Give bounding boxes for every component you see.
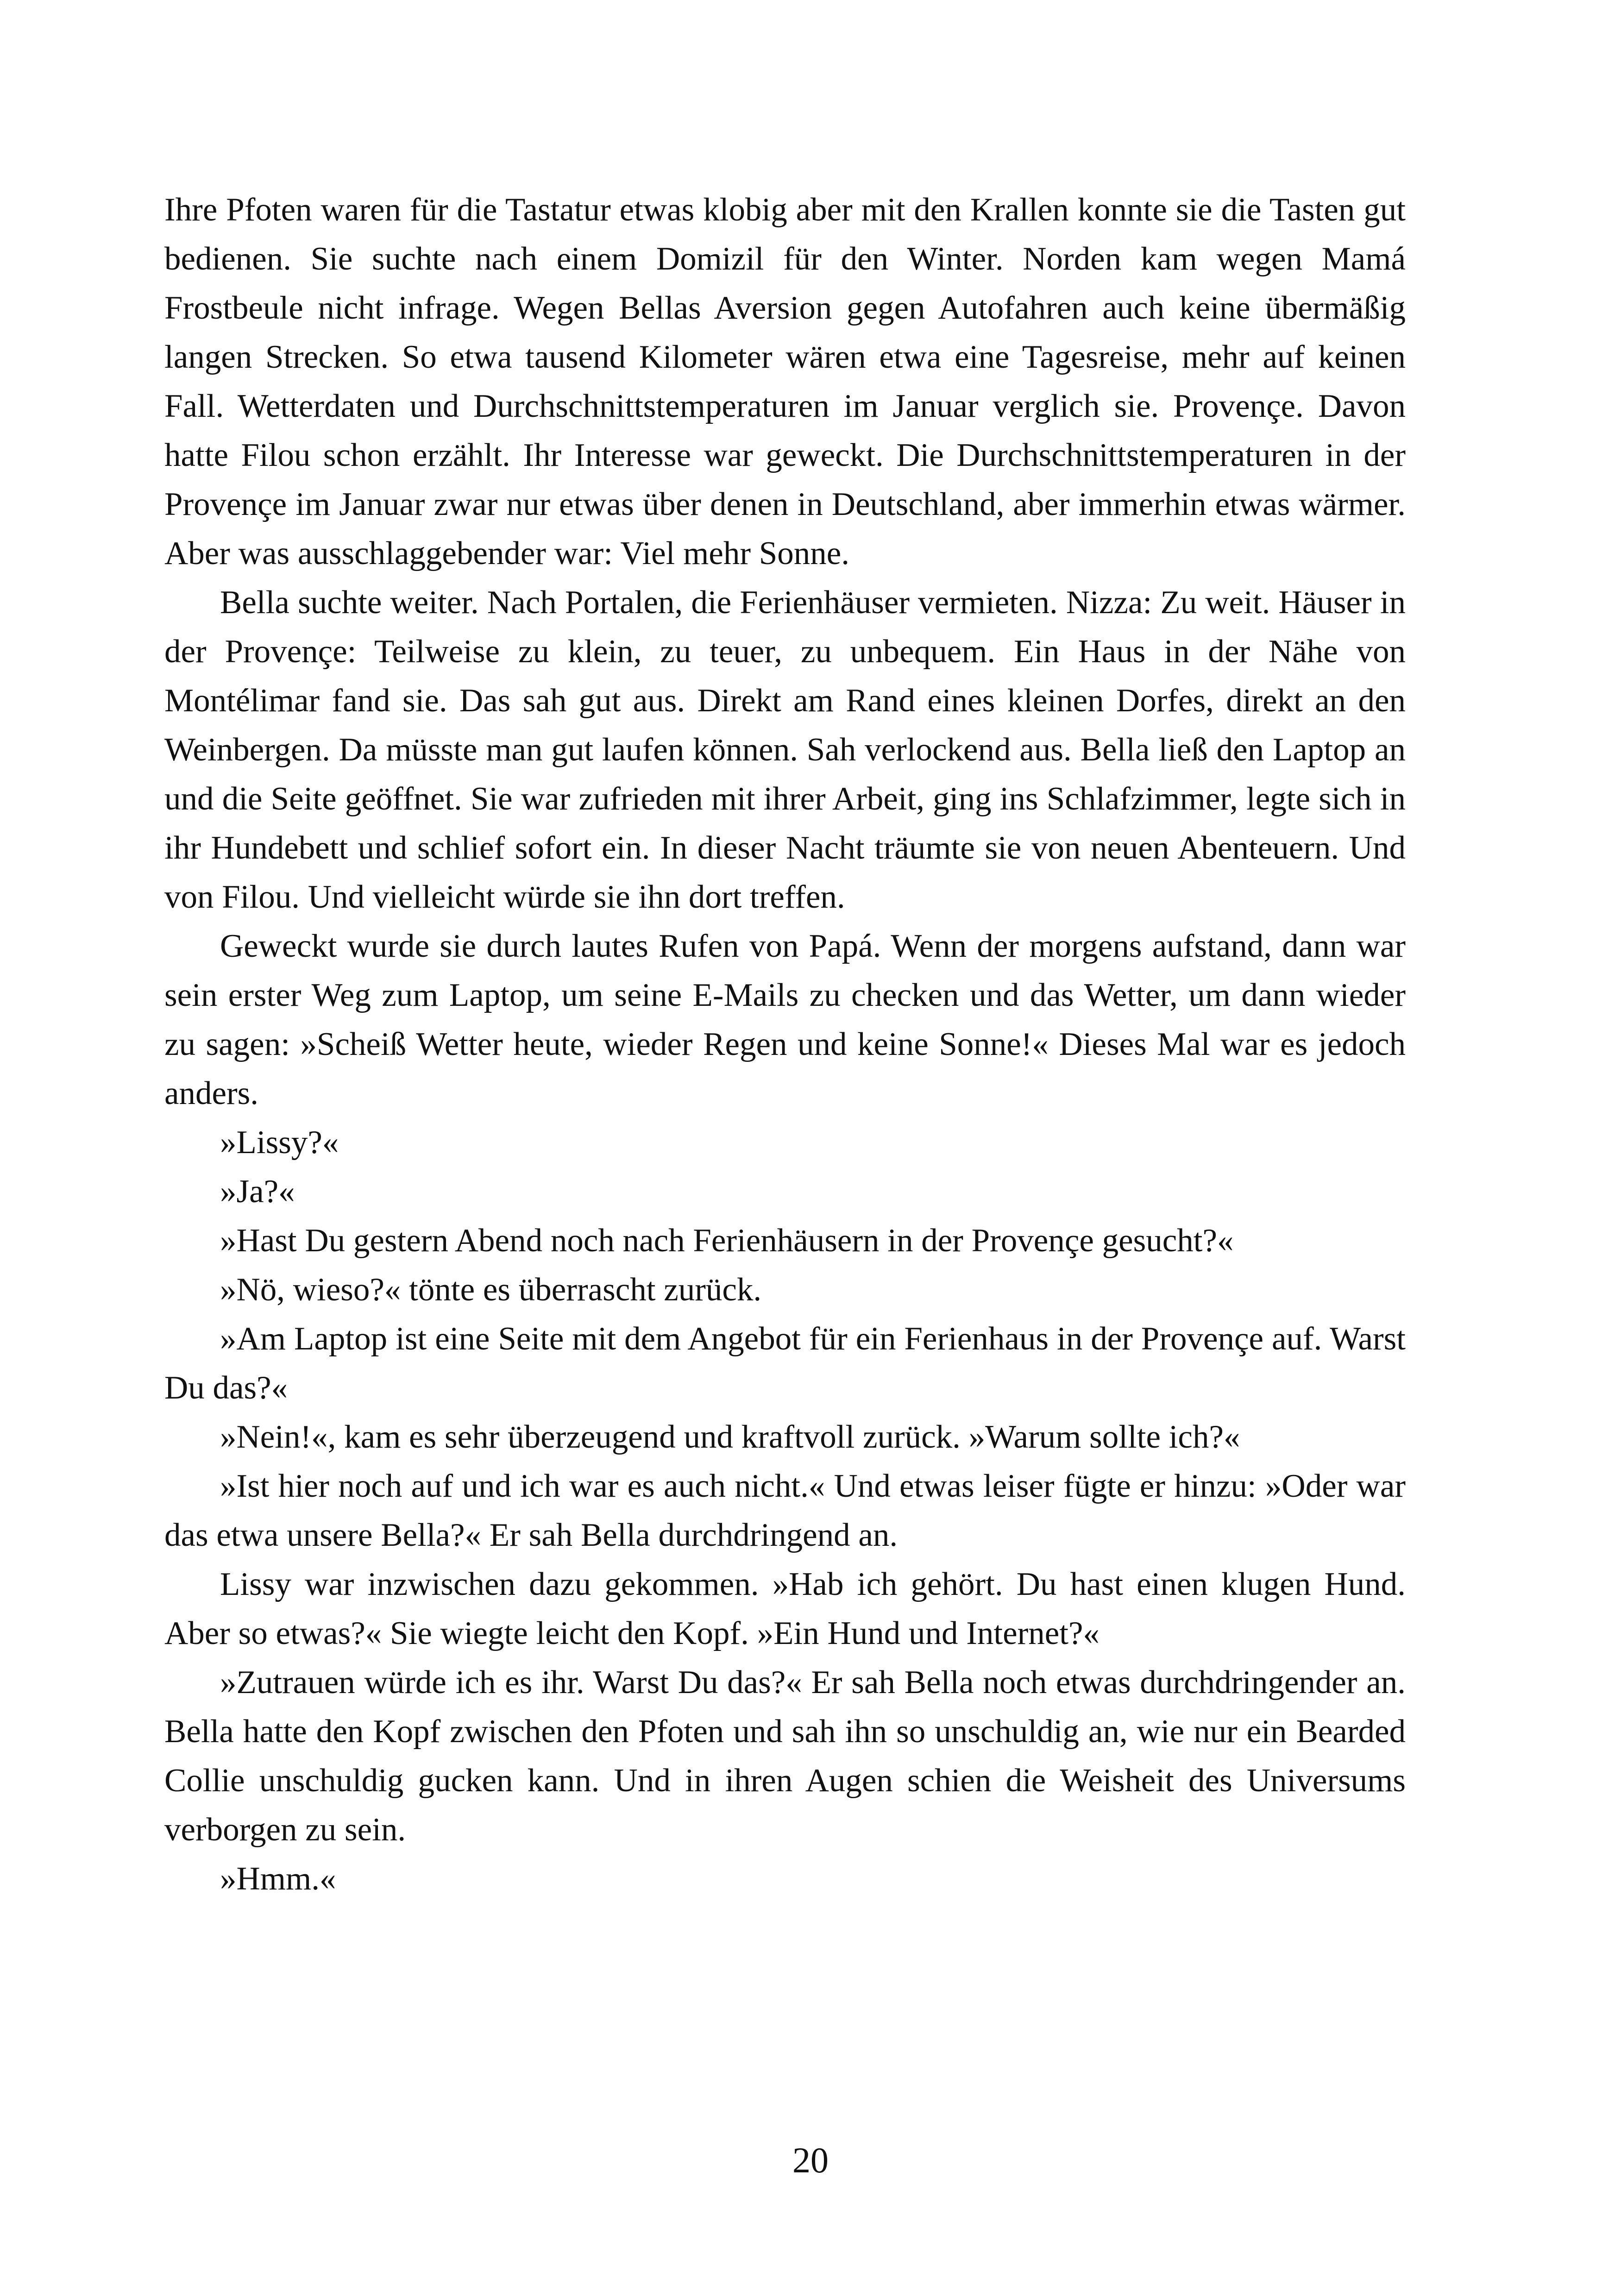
dialogue-line: »Ist hier noch auf und ich war es auch nicht.« Und etwas leiser fügte er hinzu: »Oder war das etwa unsere Bella?« Er sah Bella durchdringend an. — [164, 1468, 1406, 1553]
dialogue-line: »Nein!«, kam es sehr überzeugend und kraftvoll zurück. »Warum sollte ich?« — [220, 1419, 1240, 1455]
dialogue-line: »Hast Du gestern Abend noch nach Ferienhäusern in der Provençe gesucht?« — [220, 1223, 1234, 1259]
paragraph: Ihre Pfoten waren für die Tastatur etwas klobig aber mit den Krallen konnte sie die Tasten gut bedienen. Sie suchte nach einem Domizil für den Winter. Norden kam wegen Mamá Frostbeule nicht infrage. Wegen Bellas Aversion gegen Autofahren auch keine übermäßig langen Strecken. So etwa tausend Kilometer wären etwa eine Tagesreise, mehr auf keinen Fall. Wetterdaten und Durchschnittstemperaturen im Januar verglich sie. Provençe. Davon hatte Filou schon erzählt. Ihr Interesse war geweckt. Die Durchschnittstemperaturen in der Provençe im Januar zwar nur etwas über denen in Deutschland, aber immerhin etwas wärmer. Aber was ausschlaggebender war: Viel mehr Sonne. — [164, 192, 1406, 571]
paragraph: »Zutrauen würde ich es ihr. Warst Du das?« Er sah Bella noch etwas durchdringender an. Bella hatte den Kopf zwischen den Pfoten und sah ihn so unschuldig an, wie nur ein Bearded Collie unschuldig gucken kann. Und in ihren Augen schien die Weisheit des Universums verborgen zu sein. — [164, 1664, 1406, 1848]
paragraph: Geweckt wurde sie durch lautes Rufen von Papá. Wenn der morgens aufstand, dann war sein erster Weg zum Laptop, um seine E-Mails zu checken und das Wetter, um dann wieder zu sagen: »Scheiß Wetter heute, wieder Regen und keine Sonne!« Dieses Mal war es jedoch anders. — [164, 928, 1406, 1111]
page-body — [164, 185, 1406, 1903]
dialogue-line: »Ja?« — [220, 1173, 295, 1210]
dialogue-line: »Nö, wieso?« tönte es überrascht zurück. — [220, 1272, 762, 1308]
paragraph: Lissy war inzwischen dazu gekommen. »Hab ich gehört. Du hast einen klugen Hund. Aber so etwas?« Sie wiegte leicht den Kopf. »Ein Hund und Internet?« — [164, 1566, 1406, 1651]
dialogue-line: »Hmm.« — [220, 1861, 336, 1897]
page-number: 20 — [792, 2140, 829, 2180]
dialogue-line: »Am Laptop ist eine Seite mit dem Angebot für ein Ferienhaus in der Provençe auf. Warst Du das?« — [164, 1321, 1406, 1406]
dialogue-line: »Lissy?« — [220, 1124, 339, 1161]
paragraph: Bella suchte weiter. Nach Portalen, die Ferienhäuser vermieten. Nizza: Zu weit. Häuser in der Provençe: Teilweise zu klein, zu teuer, zu unbequem. Ein Haus in der Nähe von Montélimar fand sie. Das sah gut aus. Direkt am Rand eines kleinen Dorfes, direkt an den Weinbergen. Da müsste man gut laufen können. Sah verlockend aus. Bella ließ den Laptop an und die Seite geöffnet. Sie war zufrieden mit ihrer Arbeit, ging ins Schlafzimmer, legte sich in ihr Hundebett und schlief sofort ein. In dieser Nacht träumte sie von neuen Abenteuern. Und von Filou. Und vielleicht würde sie ihn dort treffen. — [164, 584, 1406, 915]
